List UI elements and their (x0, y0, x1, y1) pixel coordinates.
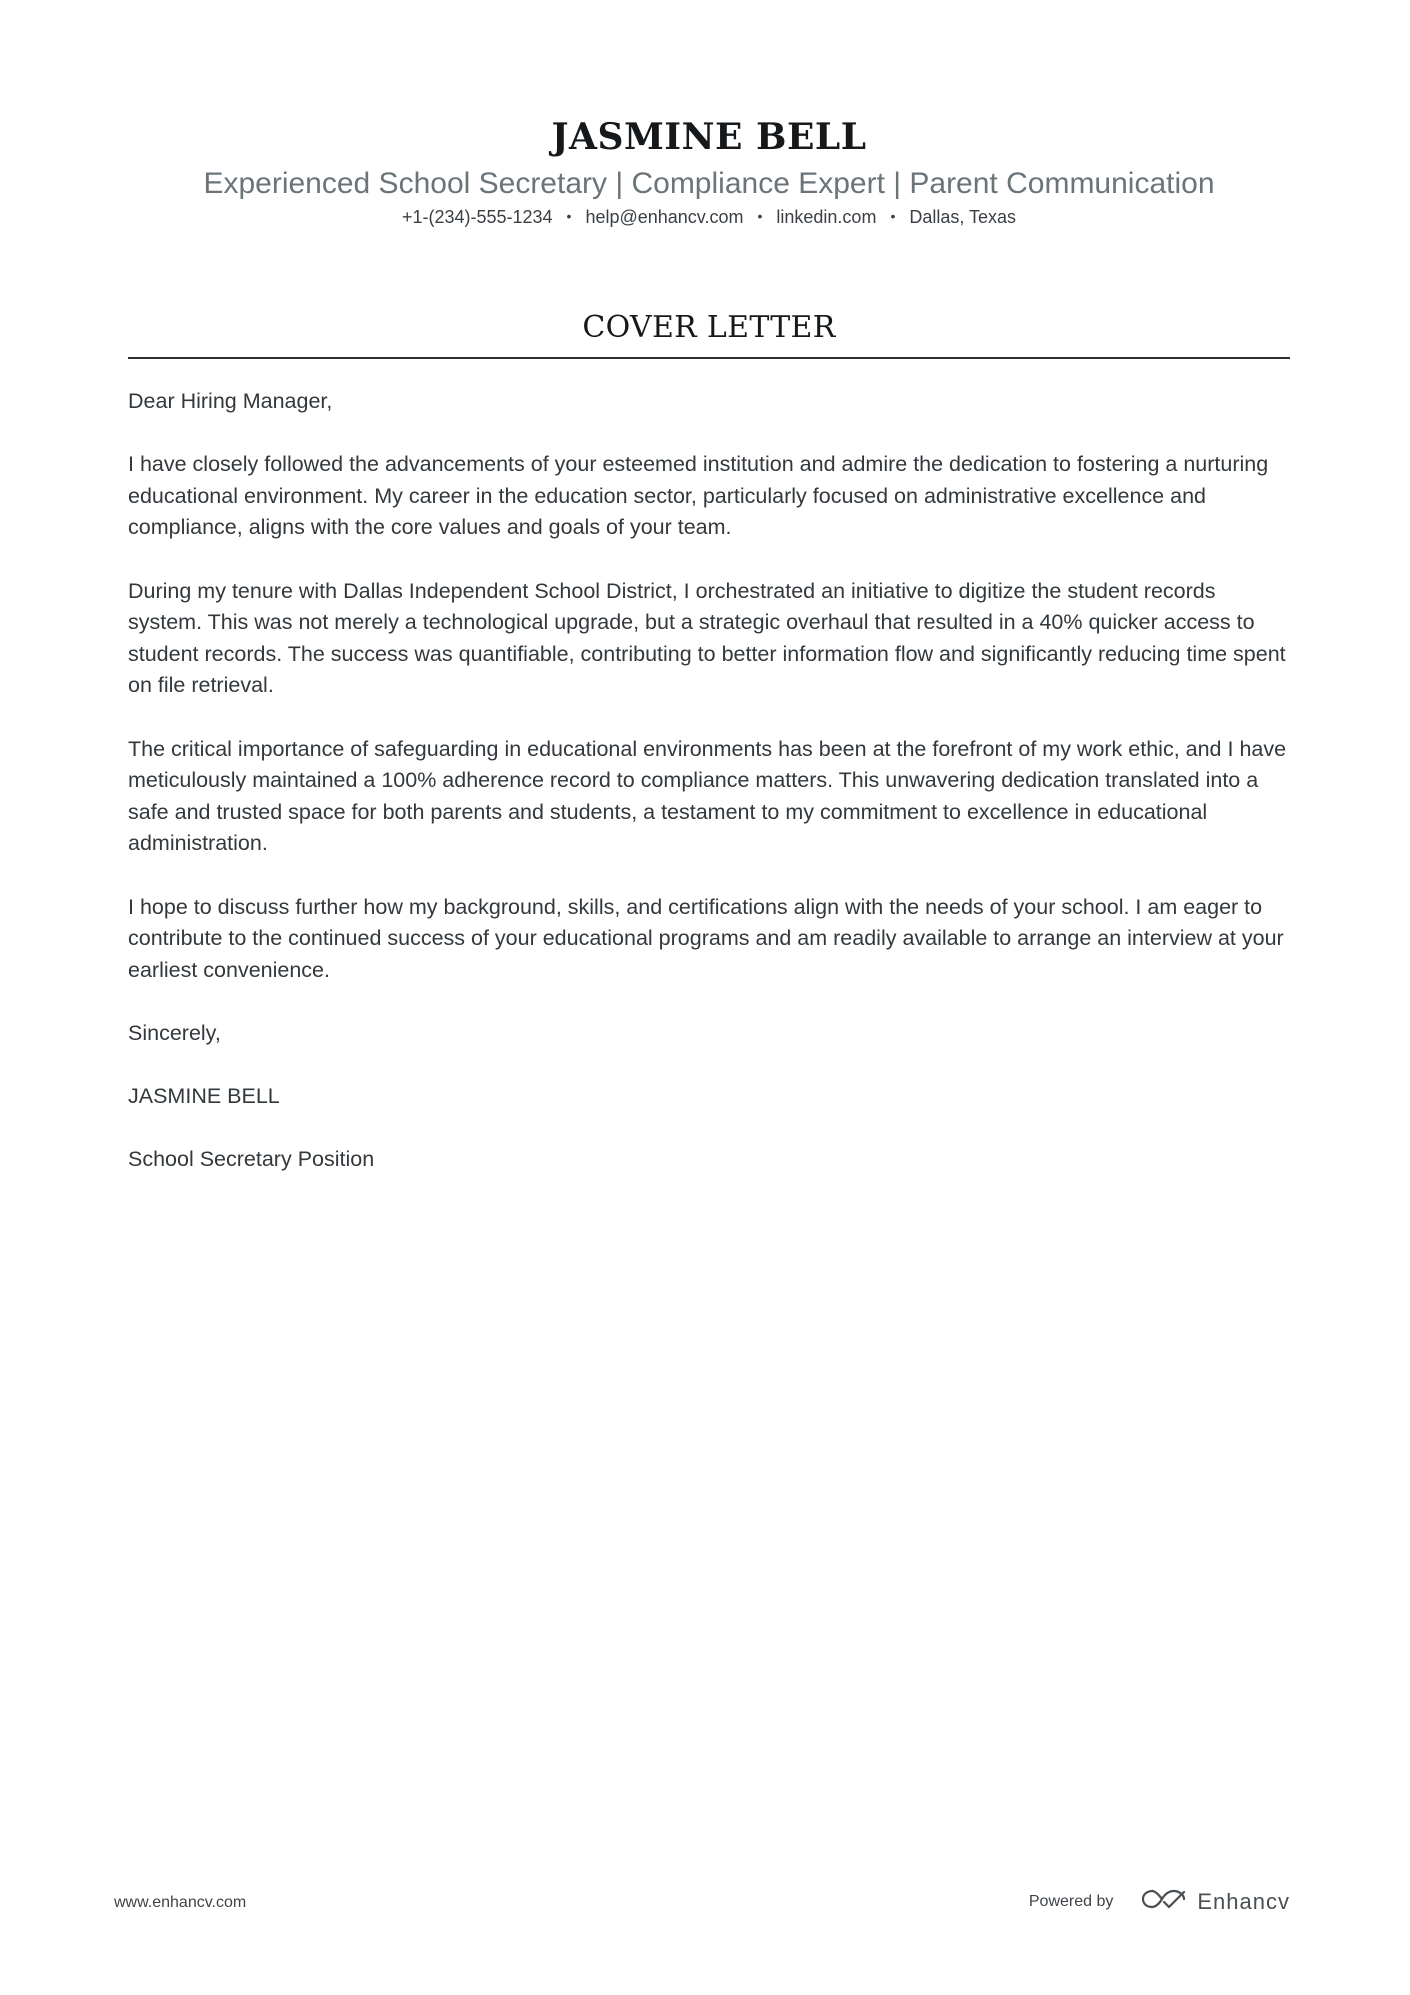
footer-url: www.enhancv.com (114, 1894, 247, 1911)
linkedin: linkedin.com (776, 207, 877, 227)
powered-by-label: Powered by (1028, 1892, 1114, 1910)
separator: • (890, 208, 896, 224)
paragraph: The critical importance of safeguarding in educational environments has been at the forefront of my work ethic, and I have meticulously maintained a 100% adherence record to compliance matters. This unwavering dedication translated into a safe and trusted space for both parents and students, a testament to my commitment to excellence in educational administration. (128, 736, 1287, 856)
letter-body (128, 386, 1290, 1207)
paragraph: I hope to discuss further how my background, skills, and certifications align with the needs of your school. I am eager to contribute to the continued success of your educational programs and am readily available to arrange an interview at your earliest convenience. (128, 894, 1284, 982)
section-divider (128, 357, 1290, 359)
section-title: COVER LETTER (582, 310, 836, 345)
contact-info (128, 204, 1290, 229)
header (128, 112, 1290, 229)
separator: • (566, 208, 572, 224)
headline: Experienced School Secretary | Compliance Expert | Parent Communication (203, 167, 1215, 200)
greeting: Dear Hiring Manager, (128, 389, 333, 413)
paragraph: I have closely followed the advancements of your esteemed institution and admire the dedication to fostering a nurturing educational environment. My career in the education sector, particularly focused on administrative excellence and compliance, aligns with the core values and goals of your team. (128, 452, 1269, 540)
phone: +1-(234)-555-1234 (401, 207, 553, 227)
enhancv-logo-icon (1141, 1888, 1187, 1915)
powered-by (1029, 1888, 1290, 1915)
brand-name: Enhancv (1197, 1888, 1290, 1914)
closing: Sincerely, (128, 1020, 221, 1045)
position: School Secretary Position (128, 1147, 375, 1172)
location: Dallas, Texas (909, 207, 1017, 227)
email: help@enhancv.com (585, 207, 744, 227)
brand (1141, 1888, 1290, 1915)
separator: • (757, 208, 763, 224)
signature: JASMINE BELL (128, 1084, 280, 1109)
applicant-name: JASMINE BELL (551, 116, 867, 158)
paragraph: During my tenure with Dallas Independent School District, I orchestrated an initiative to digitize the student records system. This was not merely a technological upgrade, but a strategic overhaul that resulted in a 40% quicker access to student records. The success was quantifiable, contributing to better information flow and significantly reducing time spent on file retrieval. (128, 578, 1286, 698)
